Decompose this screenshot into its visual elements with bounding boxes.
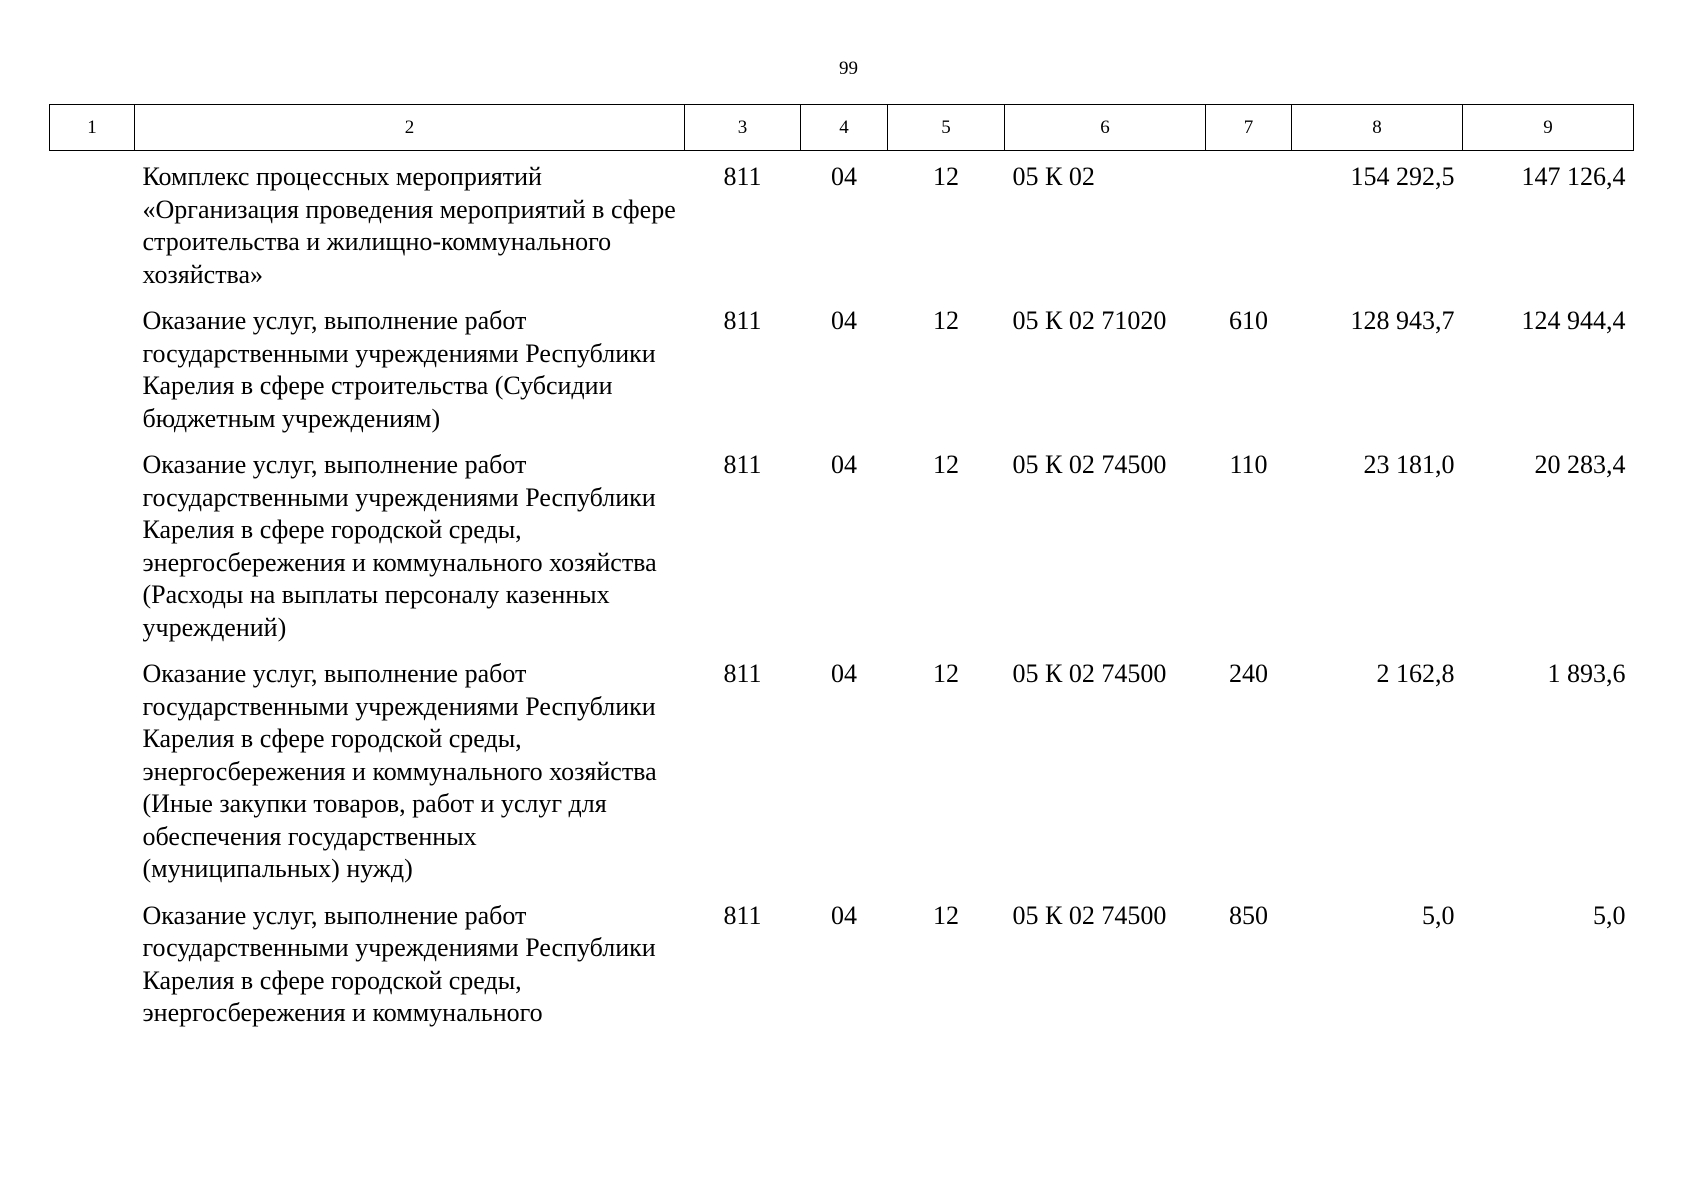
amount-year-1: 23 181,0 — [1363, 450, 1455, 479]
column-header-1: 1 — [50, 105, 135, 151]
table-row — [50, 305, 1634, 449]
amount-year-2: 1 893,6 — [1547, 659, 1626, 688]
column-header-3: 3 — [685, 105, 801, 151]
subsection-code: 12 — [933, 659, 959, 688]
target-article-code: 05 К 02 — [1012, 162, 1095, 191]
grbs-code: 811 — [723, 450, 762, 479]
table-row — [50, 151, 1634, 306]
table-row — [50, 449, 1634, 658]
expense-type-code — [1206, 151, 1292, 306]
column-header-6: 6 — [1005, 105, 1206, 151]
subsection-code: 12 — [933, 306, 959, 335]
amount-year-1: 154 292,5 — [1350, 162, 1455, 191]
expense-name: Оказание услуг, выполнение работ государственными учреждениями Республики Карелия в сфере городской среды, энергосбережения и коммунального хозяйства (Расходы на выплаты персоналу казенных учреждений) — [142, 450, 657, 642]
amount-year-2: 5,0 — [1593, 900, 1626, 930]
expense-name: Оказание услуг, выполнение работ государственными учреждениями Республики Карелия в сфере строительства (Субсидии бюджетным учреждениям) — [142, 306, 656, 433]
expense-type-code: 850 — [1229, 900, 1268, 930]
amount-year-2: 124 944,4 — [1521, 306, 1626, 335]
grbs-code: 811 — [723, 900, 762, 930]
column-header-9: 9 — [1463, 105, 1634, 151]
column-header-7: 7 — [1206, 105, 1292, 151]
section-code: 04 — [831, 450, 857, 479]
target-article-code: 05 К 02 74500 — [1012, 659, 1167, 688]
row-number — [50, 900, 135, 1044]
expense-type-code: 610 — [1229, 306, 1268, 335]
column-header-5: 5 — [888, 105, 1005, 151]
section-code: 04 — [831, 659, 857, 688]
expense-name: Оказание услуг, выполнение работ государственными учреждениями Республики Карелия в сфере городской среды, энергосбережения и коммунального хозяйства (Иные закупки товаров, работ и услуг для обеспечения государственных (муниципальных) нужд) — [142, 659, 657, 883]
row-number — [50, 305, 135, 449]
expense-name: Оказание услуг, выполнение работ государственными учреждениями Республики Карелия в сфере городской среды, энергосбережения и коммунального — [142, 900, 656, 1027]
subsection-code: 12 — [933, 450, 959, 479]
table-row — [50, 900, 1634, 1044]
amount-year-1: 2 162,8 — [1376, 659, 1455, 688]
table-row — [50, 658, 1634, 900]
subsection-code: 12 — [933, 900, 959, 930]
column-header-2: 2 — [135, 105, 685, 151]
budget-table — [49, 104, 1634, 1044]
column-header-8: 8 — [1292, 105, 1463, 151]
column-header-4: 4 — [801, 105, 888, 151]
target-article-code: 05 К 02 71020 — [1012, 306, 1167, 335]
section-code: 04 — [831, 900, 857, 930]
grbs-code: 811 — [723, 162, 762, 191]
expense-name: Комплекс процессных мероприятий «Организация проведения мероприятий в сфере строительства и жилищно-коммунального хозяйства» — [142, 162, 676, 289]
section-code: 04 — [831, 306, 857, 335]
amount-year-2: 147 126,4 — [1521, 162, 1626, 191]
grbs-code: 811 — [723, 306, 762, 335]
expense-type-code: 110 — [1229, 450, 1268, 479]
subsection-code: 12 — [933, 162, 959, 191]
section-code: 04 — [831, 162, 857, 191]
expense-type-code: 240 — [1229, 659, 1268, 688]
row-number — [50, 151, 135, 306]
amount-year-1: 5,0 — [1422, 900, 1455, 930]
target-article-code: 05 К 02 74500 — [1012, 900, 1167, 930]
page-number: 99 — [839, 58, 858, 79]
row-number — [50, 658, 135, 900]
target-article-code: 05 К 02 74500 — [1012, 450, 1167, 479]
table-header — [50, 105, 1634, 151]
row-number — [50, 449, 135, 658]
header-row — [50, 105, 1634, 151]
amount-year-1: 128 943,7 — [1350, 306, 1455, 335]
table-body — [50, 151, 1634, 1044]
grbs-code: 811 — [723, 659, 762, 688]
amount-year-2: 20 283,4 — [1534, 450, 1626, 479]
